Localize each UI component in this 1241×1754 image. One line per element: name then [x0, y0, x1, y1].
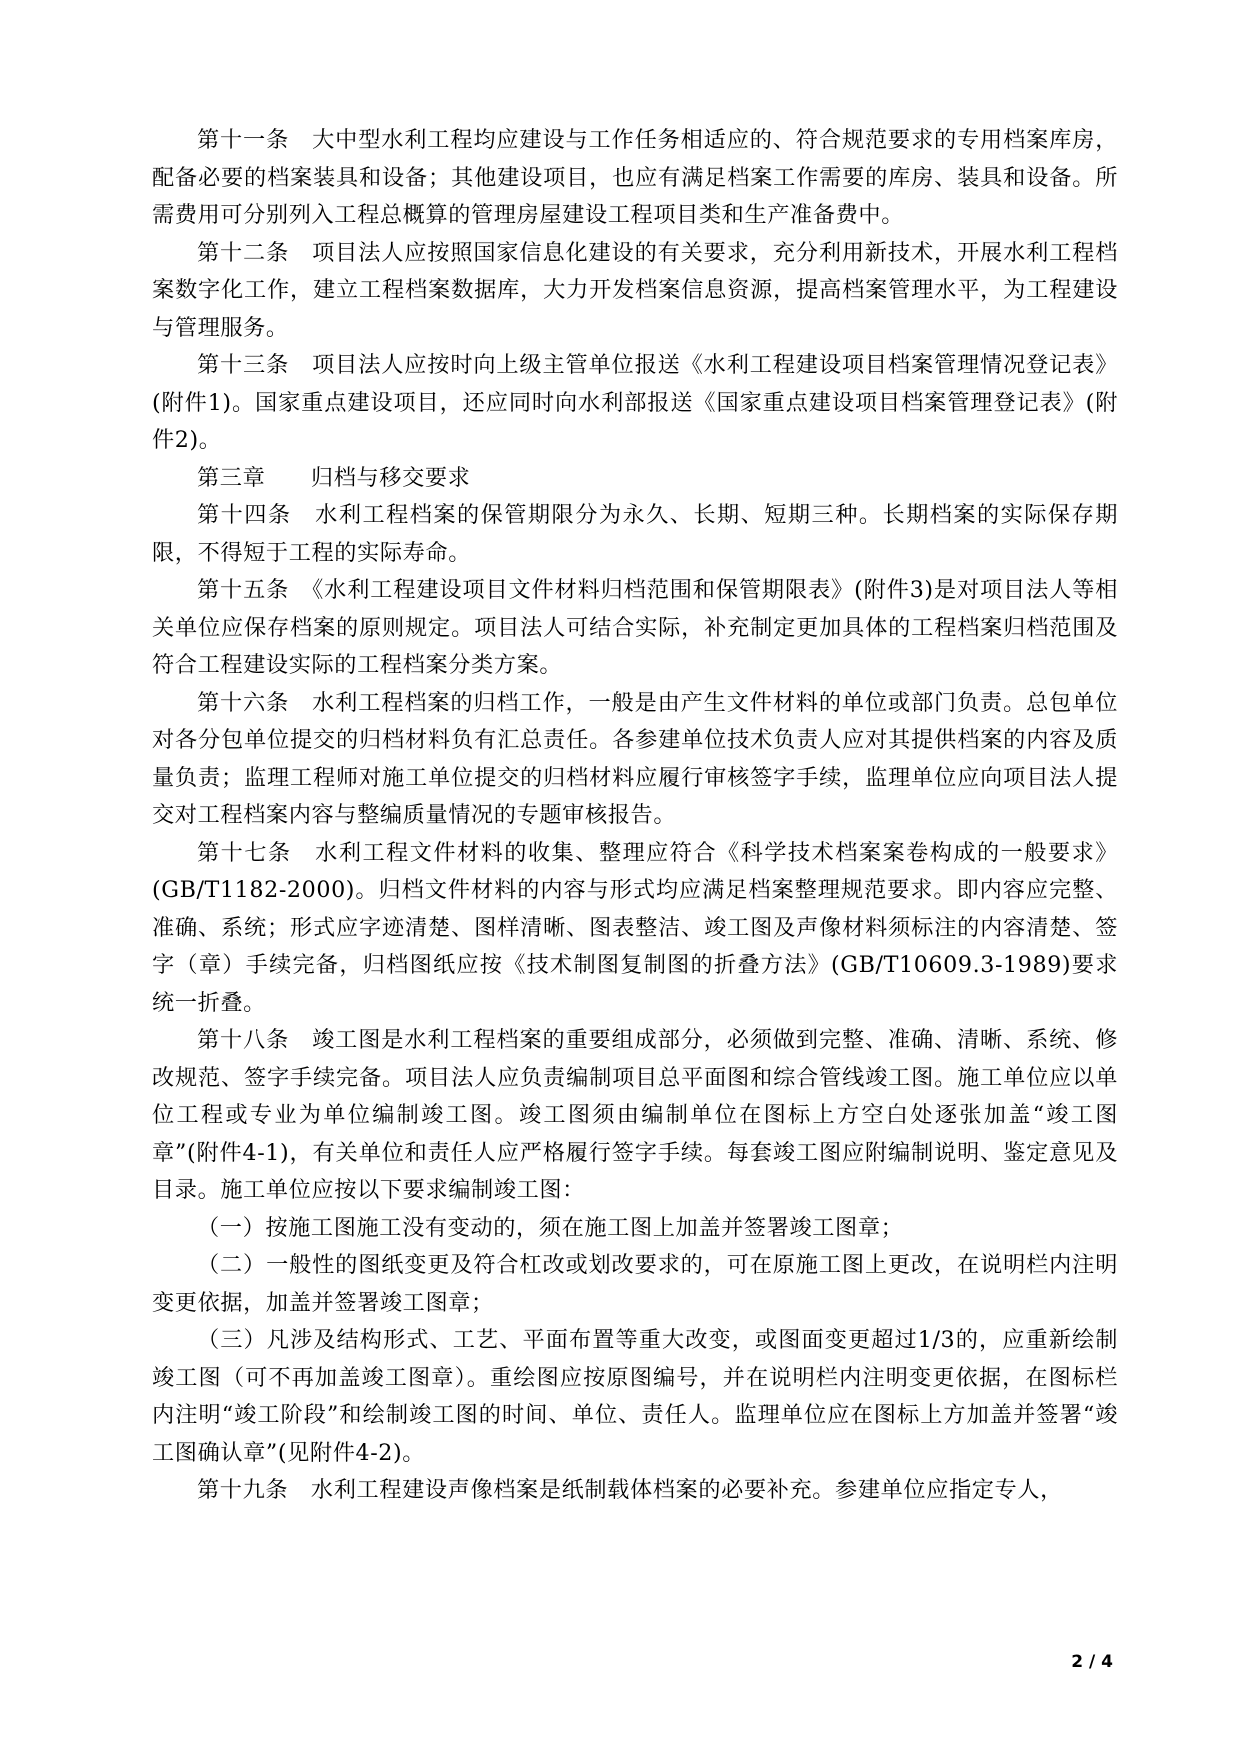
article-15-paragraph: 第十五条 《水利工程建设项目文件材料归档范围和保管期限表》(附件3)是对项目法人等相关单位应保存档案的原则规定。项目法人可结合实际，补充制定更加具体的工程档案归档范围及符合工程建设实际的工程档案分类方案。 — [152, 577, 1118, 678]
article-19-paragraph: 第十九条 水利工程建设声像档案是纸制载体档案的必要补充。参建单位应指定专人， — [197, 1477, 1063, 1503]
chapter-3-heading: 第三章 归档与移交要求 — [197, 464, 471, 491]
article-18-item-2: （二）一般性的图纸变更及符合杠改或划改要求的，可在原施工图上更改，在说明栏内注明变更依据，加盖并签署竣工图章； — [152, 1252, 1118, 1316]
article-18-paragraph: 第十八条 竣工图是水利工程档案的重要组成部分，必须做到完整、准确、清晰、系统、修改规范、签字手续完备。项目法人应负责编制项目总平面图和综合管线竣工图。施工单位应以单位工程或专业为单位编制竣工图。竣工图须由编制单位在图标上方空白处逐张加盖“竣工图章”(附件4-1)，有关单位和责任人应严格履行签字手续。每套竣工图应附编制说明、鉴定意见及目录。施工单位应按以下要求编制竣工图： — [152, 1027, 1118, 1203]
article-12-paragraph: 第十二条 项目法人应按照国家信息化建设的有关要求，充分利用新技术，开展水利工程档案数字化工作，建立工程档案数据库，大力开发档案信息资源，提高档案管理水平，为工程建设与管理服务。 — [152, 239, 1118, 341]
article-16-paragraph: 第十六条 水利工程档案的归档工作，一般是由产生文件材料的单位或部门负责。总包单位对各分包单位提交的归档材料负有汇总责任。各参建单位技术负责人应对其提供档案的内容及质量负责；监理工程师对施工单位提交的归档材料应履行审核签字手续，监理单位应向项目法人提交对工程档案内容与整编质量情况的专题审核报告。 — [152, 689, 1118, 828]
document-body — [152, 122, 1118, 1510]
article-17-paragraph: 第十七条 水利工程文件材料的收集、整理应符合《科学技术档案案卷构成的一般要求》(GB/T1182-2000)。归档文件材料的内容与形式均应满足档案整理规范要求。即内容应完整、准确、系统；形式应字迹清楚、图样清晰、图表整洁、竣工图及声像材料须标注的内容清楚、签字（章）手续完备，归档图纸应按《技术制图复制图的折叠方法》(GB/T10609.3-1989)要求统一折叠。 — [152, 839, 1118, 1016]
article-14-paragraph: 第十四条 水利工程档案的保管期限分为永久、长期、短期三种。长期档案的实际保存期限，不得短于工程的实际寿命。 — [152, 502, 1118, 566]
article-13-paragraph: 第十三条 项目法人应按时向上级主管单位报送《水利工程建设项目档案管理情况登记表》(附件1)。国家重点建设项目，还应同时向水利部报送《国家重点建设项目档案管理登记表》(附件2)。 — [152, 352, 1118, 453]
article-11-paragraph: 第十一条 大中型水利工程均应建设与工作任务相适应的、符合规范要求的专用档案库房，配备必要的档案装具和设备；其他建设项目，也应有满足档案工作需要的库房、装具和设备。所需费用可分别列入工程总概算的管理房屋建设工程项目类和生产准备费中。 — [152, 127, 1118, 228]
page-number: 2 / 4 — [1071, 1652, 1113, 1672]
article-18-item-3: （三）凡涉及结构形式、工艺、平面布置等重大改变，或图面变更超过1/3的，应重新绘制竣工图（可不再加盖竣工图章）。重绘图应按原图编号，并在说明栏内注明变更依据，在图标栏内注明“竣工阶段”和绘制竣工图的时间、单位、责任人。监理单位应在图标上方加盖并签署“竣工图确认章”(见附件4-2)。 — [152, 1327, 1118, 1466]
article-18-item-1: （一）按施工图施工没有变动的，须在施工图上加盖并签署竣工图章； — [197, 1214, 904, 1241]
